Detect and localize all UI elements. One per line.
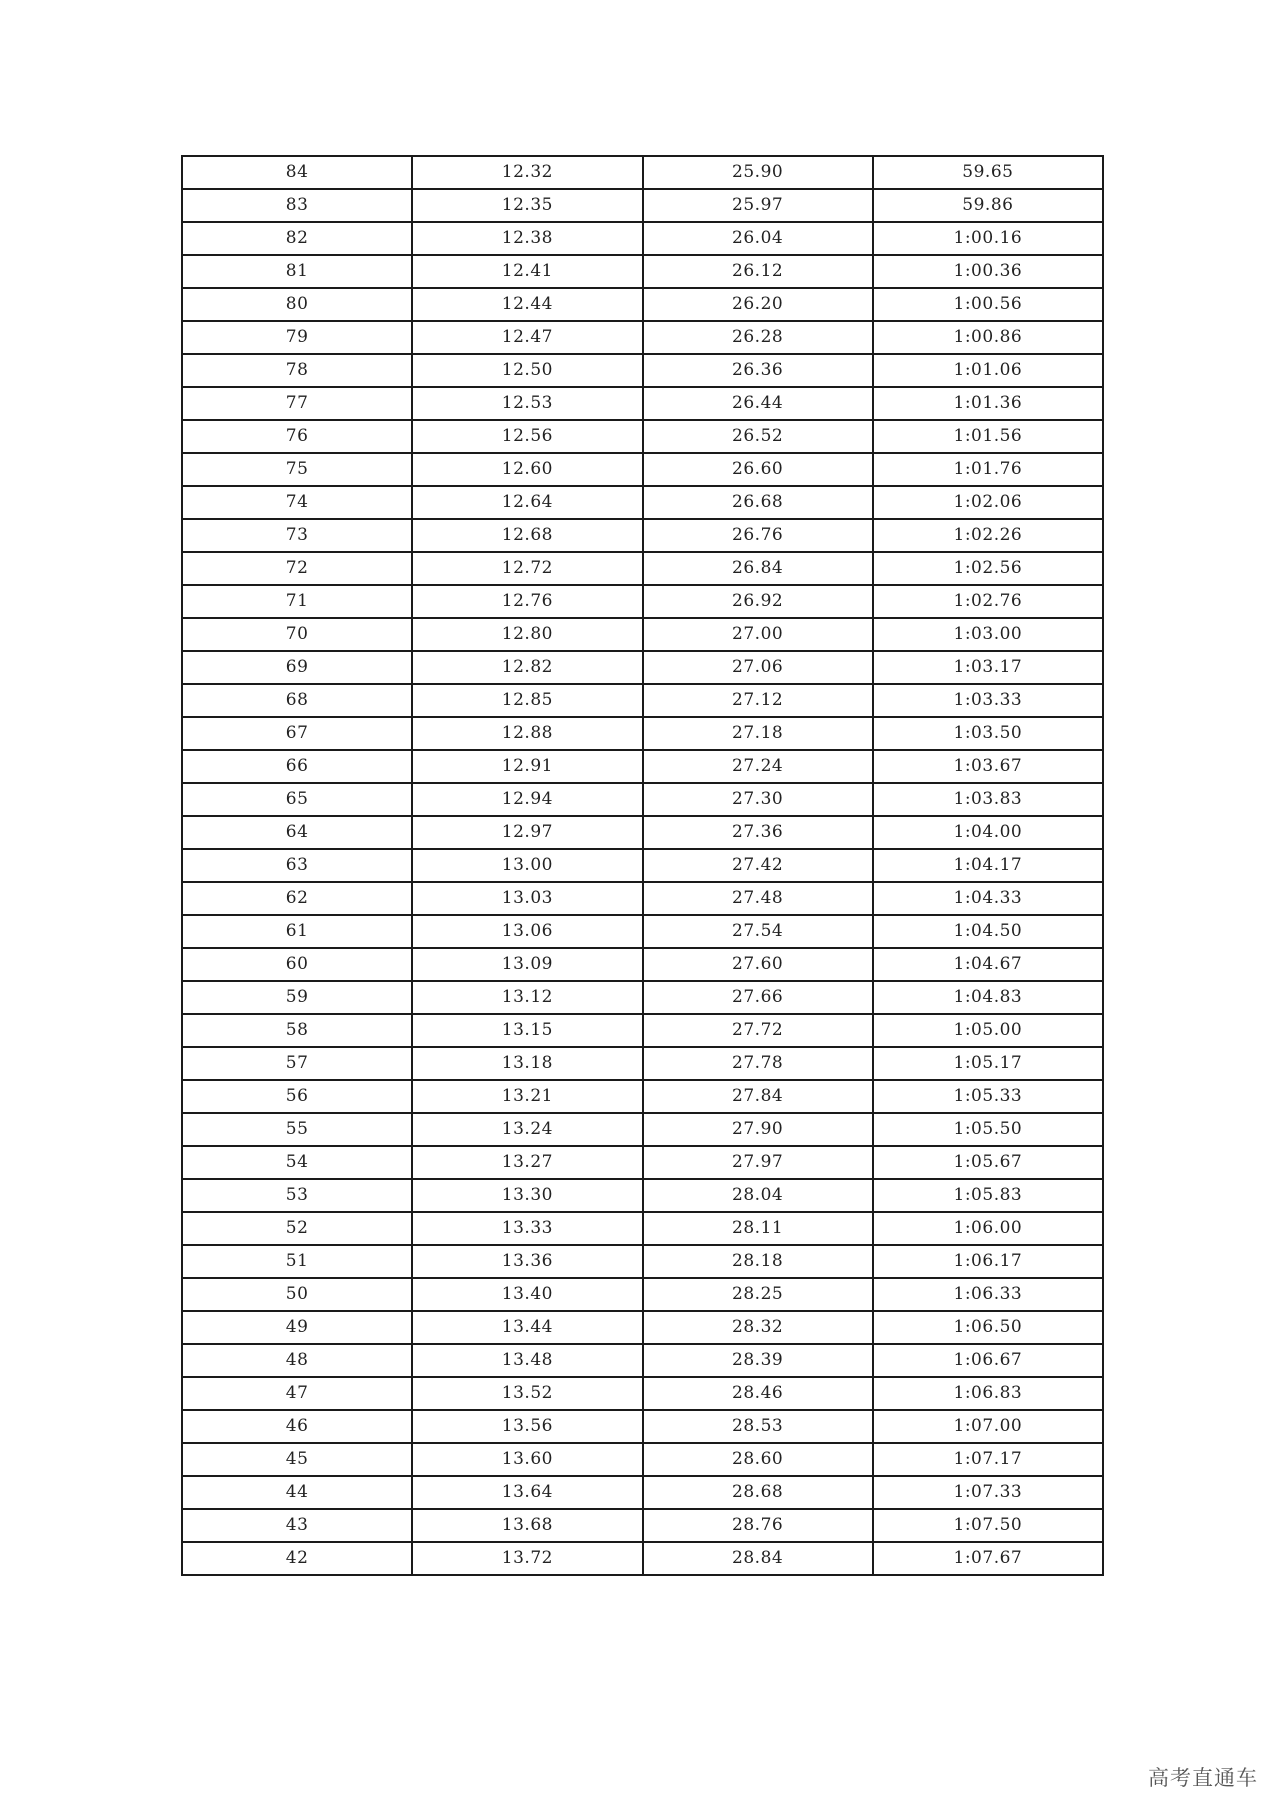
table-row [182, 1542, 1103, 1575]
table-row [182, 651, 1103, 684]
time-b-cell: 28.68 [643, 1476, 873, 1509]
time-c-cell: 1:01.06 [873, 354, 1103, 387]
time-b-cell: 26.92 [643, 585, 873, 618]
table-row [182, 321, 1103, 354]
score-cell: 45 [182, 1443, 412, 1476]
time-a-cell: 13.44 [412, 1311, 642, 1344]
time-b-cell: 27.00 [643, 618, 873, 651]
score-cell: 49 [182, 1311, 412, 1344]
table-row [182, 618, 1103, 651]
score-cell: 84 [182, 156, 412, 189]
table-row [182, 1443, 1103, 1476]
time-b-cell: 28.60 [643, 1443, 873, 1476]
time-a-cell: 12.56 [412, 420, 642, 453]
score-table-body [182, 156, 1103, 1575]
time-b-cell: 28.18 [643, 1245, 873, 1278]
table-row [182, 552, 1103, 585]
time-b-cell: 28.39 [643, 1344, 873, 1377]
table-row [182, 1146, 1103, 1179]
time-b-cell: 27.66 [643, 981, 873, 1014]
time-b-cell: 27.78 [643, 1047, 873, 1080]
time-b-cell: 27.54 [643, 915, 873, 948]
table-row [182, 849, 1103, 882]
time-c-cell: 1:02.06 [873, 486, 1103, 519]
table-row [182, 387, 1103, 420]
time-c-cell: 1:03.00 [873, 618, 1103, 651]
time-b-cell: 26.60 [643, 453, 873, 486]
time-a-cell: 12.47 [412, 321, 642, 354]
time-a-cell: 13.15 [412, 1014, 642, 1047]
time-a-cell: 13.21 [412, 1080, 642, 1113]
score-cell: 81 [182, 255, 412, 288]
table-row [182, 1344, 1103, 1377]
watermark-text: 高考直通车 [1148, 1766, 1258, 1790]
time-a-cell: 12.68 [412, 519, 642, 552]
table-row [182, 420, 1103, 453]
table-row [182, 1278, 1103, 1311]
table-row [182, 1311, 1103, 1344]
time-a-cell: 12.72 [412, 552, 642, 585]
time-c-cell: 1:06.67 [873, 1344, 1103, 1377]
table-row [182, 684, 1103, 717]
time-c-cell: 1:01.56 [873, 420, 1103, 453]
score-cell: 83 [182, 189, 412, 222]
time-b-cell: 26.68 [643, 486, 873, 519]
time-c-cell: 1:02.26 [873, 519, 1103, 552]
score-cell: 79 [182, 321, 412, 354]
table-row [182, 948, 1103, 981]
table-row [182, 1377, 1103, 1410]
time-a-cell: 12.80 [412, 618, 642, 651]
score-cell: 58 [182, 1014, 412, 1047]
time-c-cell: 1:00.86 [873, 321, 1103, 354]
time-b-cell: 27.72 [643, 1014, 873, 1047]
time-c-cell: 1:00.36 [873, 255, 1103, 288]
table-row [182, 1245, 1103, 1278]
time-b-cell: 27.42 [643, 849, 873, 882]
table-row [182, 1047, 1103, 1080]
time-c-cell: 1:03.83 [873, 783, 1103, 816]
time-c-cell: 1:03.67 [873, 750, 1103, 783]
table-row [182, 585, 1103, 618]
time-c-cell: 1:04.17 [873, 849, 1103, 882]
time-b-cell: 28.25 [643, 1278, 873, 1311]
score-cell: 67 [182, 717, 412, 750]
score-cell: 70 [182, 618, 412, 651]
time-a-cell: 13.72 [412, 1542, 642, 1575]
time-b-cell: 28.32 [643, 1311, 873, 1344]
time-a-cell: 12.82 [412, 651, 642, 684]
time-a-cell: 13.48 [412, 1344, 642, 1377]
time-c-cell: 1:07.17 [873, 1443, 1103, 1476]
time-b-cell: 25.97 [643, 189, 873, 222]
score-cell: 71 [182, 585, 412, 618]
time-a-cell: 13.64 [412, 1476, 642, 1509]
table-row [182, 1212, 1103, 1245]
time-c-cell: 1:06.17 [873, 1245, 1103, 1278]
table-row [182, 189, 1103, 222]
score-cell: 64 [182, 816, 412, 849]
score-cell: 43 [182, 1509, 412, 1542]
score-cell: 66 [182, 750, 412, 783]
time-b-cell: 27.97 [643, 1146, 873, 1179]
score-cell: 77 [182, 387, 412, 420]
table-row [182, 981, 1103, 1014]
time-c-cell: 1:04.50 [873, 915, 1103, 948]
time-c-cell: 1:02.76 [873, 585, 1103, 618]
time-a-cell: 13.52 [412, 1377, 642, 1410]
score-cell: 55 [182, 1113, 412, 1146]
score-cell: 50 [182, 1278, 412, 1311]
time-c-cell: 1:07.67 [873, 1542, 1103, 1575]
time-a-cell: 13.33 [412, 1212, 642, 1245]
score-cell: 62 [182, 882, 412, 915]
score-cell: 76 [182, 420, 412, 453]
time-c-cell: 1:06.50 [873, 1311, 1103, 1344]
table-row [182, 1113, 1103, 1146]
time-b-cell: 26.52 [643, 420, 873, 453]
time-c-cell: 1:07.50 [873, 1509, 1103, 1542]
score-cell: 59 [182, 981, 412, 1014]
score-cell: 80 [182, 288, 412, 321]
time-b-cell: 26.36 [643, 354, 873, 387]
time-c-cell: 1:03.33 [873, 684, 1103, 717]
time-c-cell: 1:03.17 [873, 651, 1103, 684]
table-row [182, 750, 1103, 783]
score-cell: 46 [182, 1410, 412, 1443]
score-cell: 47 [182, 1377, 412, 1410]
time-c-cell: 1:07.00 [873, 1410, 1103, 1443]
time-b-cell: 26.44 [643, 387, 873, 420]
time-b-cell: 27.24 [643, 750, 873, 783]
time-b-cell: 28.11 [643, 1212, 873, 1245]
time-b-cell: 28.53 [643, 1410, 873, 1443]
time-a-cell: 13.60 [412, 1443, 642, 1476]
time-a-cell: 13.12 [412, 981, 642, 1014]
time-b-cell: 26.12 [643, 255, 873, 288]
time-a-cell: 13.09 [412, 948, 642, 981]
time-c-cell: 1:01.36 [873, 387, 1103, 420]
table-row [182, 1080, 1103, 1113]
score-cell: 60 [182, 948, 412, 981]
time-a-cell: 12.38 [412, 222, 642, 255]
time-c-cell: 1:05.50 [873, 1113, 1103, 1146]
time-a-cell: 13.27 [412, 1146, 642, 1179]
score-cell: 57 [182, 1047, 412, 1080]
time-c-cell: 1:00.56 [873, 288, 1103, 321]
time-c-cell: 1:06.33 [873, 1278, 1103, 1311]
score-table [181, 155, 1104, 1576]
score-cell: 78 [182, 354, 412, 387]
time-a-cell: 12.44 [412, 288, 642, 321]
time-b-cell: 27.12 [643, 684, 873, 717]
time-a-cell: 12.88 [412, 717, 642, 750]
time-b-cell: 28.84 [643, 1542, 873, 1575]
time-a-cell: 12.32 [412, 156, 642, 189]
score-cell: 61 [182, 915, 412, 948]
table-row [182, 1014, 1103, 1047]
time-a-cell: 13.00 [412, 849, 642, 882]
time-a-cell: 13.03 [412, 882, 642, 915]
time-a-cell: 13.06 [412, 915, 642, 948]
score-cell: 56 [182, 1080, 412, 1113]
time-a-cell: 12.94 [412, 783, 642, 816]
table-row [182, 255, 1103, 288]
time-b-cell: 27.90 [643, 1113, 873, 1146]
time-a-cell: 12.91 [412, 750, 642, 783]
time-b-cell: 27.06 [643, 651, 873, 684]
time-c-cell: 59.65 [873, 156, 1103, 189]
time-c-cell: 1:07.33 [873, 1476, 1103, 1509]
time-c-cell: 1:05.67 [873, 1146, 1103, 1179]
time-c-cell: 1:06.83 [873, 1377, 1103, 1410]
score-cell: 68 [182, 684, 412, 717]
time-b-cell: 28.04 [643, 1179, 873, 1212]
time-a-cell: 13.68 [412, 1509, 642, 1542]
time-c-cell: 1:01.76 [873, 453, 1103, 486]
time-c-cell: 1:05.00 [873, 1014, 1103, 1047]
time-c-cell: 1:03.50 [873, 717, 1103, 750]
time-b-cell: 25.90 [643, 156, 873, 189]
table-row [182, 354, 1103, 387]
table-row [182, 783, 1103, 816]
score-cell: 65 [182, 783, 412, 816]
table-row [182, 882, 1103, 915]
table-row [182, 486, 1103, 519]
score-cell: 52 [182, 1212, 412, 1245]
time-c-cell: 1:05.17 [873, 1047, 1103, 1080]
table-row [182, 1410, 1103, 1443]
score-cell: 73 [182, 519, 412, 552]
time-b-cell: 27.36 [643, 816, 873, 849]
score-cell: 82 [182, 222, 412, 255]
score-cell: 53 [182, 1179, 412, 1212]
time-a-cell: 12.53 [412, 387, 642, 420]
score-cell: 44 [182, 1476, 412, 1509]
time-a-cell: 12.50 [412, 354, 642, 387]
time-b-cell: 26.28 [643, 321, 873, 354]
time-b-cell: 26.76 [643, 519, 873, 552]
score-cell: 74 [182, 486, 412, 519]
time-c-cell: 1:00.16 [873, 222, 1103, 255]
table-row [182, 1509, 1103, 1542]
table-row [182, 1476, 1103, 1509]
time-a-cell: 12.41 [412, 255, 642, 288]
time-a-cell: 13.36 [412, 1245, 642, 1278]
time-b-cell: 26.20 [643, 288, 873, 321]
time-c-cell: 59.86 [873, 189, 1103, 222]
table-row [182, 222, 1103, 255]
time-a-cell: 12.60 [412, 453, 642, 486]
time-a-cell: 12.85 [412, 684, 642, 717]
time-b-cell: 28.46 [643, 1377, 873, 1410]
time-b-cell: 27.18 [643, 717, 873, 750]
time-b-cell: 26.84 [643, 552, 873, 585]
table-row [182, 156, 1103, 189]
table-row [182, 816, 1103, 849]
time-c-cell: 1:04.83 [873, 981, 1103, 1014]
time-b-cell: 27.60 [643, 948, 873, 981]
score-cell: 69 [182, 651, 412, 684]
time-c-cell: 1:04.33 [873, 882, 1103, 915]
time-a-cell: 13.24 [412, 1113, 642, 1146]
score-cell: 72 [182, 552, 412, 585]
time-a-cell: 12.97 [412, 816, 642, 849]
score-cell: 75 [182, 453, 412, 486]
table-row [182, 453, 1103, 486]
score-cell: 42 [182, 1542, 412, 1575]
time-c-cell: 1:06.00 [873, 1212, 1103, 1245]
time-a-cell: 12.64 [412, 486, 642, 519]
table-row [182, 519, 1103, 552]
time-a-cell: 13.56 [412, 1410, 642, 1443]
time-b-cell: 27.84 [643, 1080, 873, 1113]
score-cell: 54 [182, 1146, 412, 1179]
time-b-cell: 27.48 [643, 882, 873, 915]
time-c-cell: 1:04.67 [873, 948, 1103, 981]
time-a-cell: 12.35 [412, 189, 642, 222]
time-c-cell: 1:05.83 [873, 1179, 1103, 1212]
time-b-cell: 26.04 [643, 222, 873, 255]
table-row [182, 717, 1103, 750]
score-cell: 51 [182, 1245, 412, 1278]
time-a-cell: 13.40 [412, 1278, 642, 1311]
score-cell: 48 [182, 1344, 412, 1377]
score-cell: 63 [182, 849, 412, 882]
time-c-cell: 1:05.33 [873, 1080, 1103, 1113]
time-a-cell: 12.76 [412, 585, 642, 618]
time-c-cell: 1:04.00 [873, 816, 1103, 849]
time-b-cell: 28.76 [643, 1509, 873, 1542]
table-row [182, 288, 1103, 321]
time-a-cell: 13.18 [412, 1047, 642, 1080]
table-row [182, 1179, 1103, 1212]
time-c-cell: 1:02.56 [873, 552, 1103, 585]
table-row [182, 915, 1103, 948]
time-a-cell: 13.30 [412, 1179, 642, 1212]
time-b-cell: 27.30 [643, 783, 873, 816]
